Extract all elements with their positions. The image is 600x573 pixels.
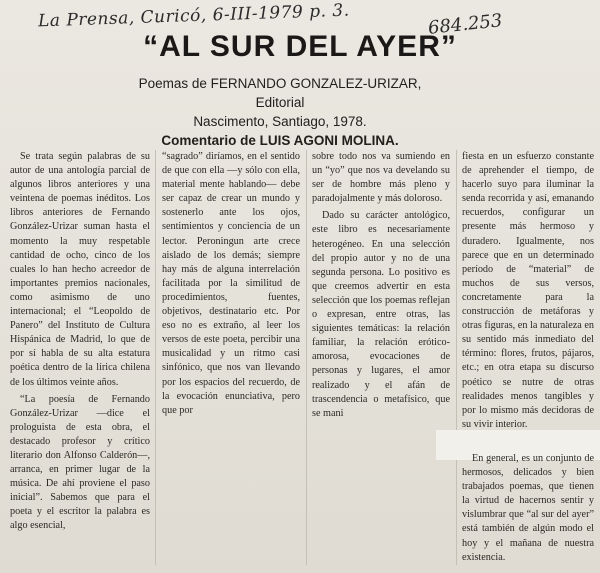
paragraph: fiesta en un esfuerzo constante de aprehender el tiempo, de hacerlo suyo para iluminar la senda recorrida y así, emanando recuerdos, configurar un presente más hermoso y duradero. Igualmente, nos parece que en un determinado período de “material” de muchos de sus versos, concretamente para la construcción de metáforas y otras figuras, en la naturaleza en su sentido más inmediato del término: flores, frutos, pájaros, etc.; en otra etapa su discurso poético se nutre de otras realidades menos tangibles y por lo mismo más decidoras de su vivir interior. [462,151,594,430]
article-column-3 [312,150,450,420]
column-rule [456,150,457,565]
column-rule [155,150,156,565]
deck-line-1: Poemas de FERNANDO GONZALEZ-URIZAR, Editorial [138,76,422,110]
paragraph: sobre todo nos va sumiendo en un “yo” que nos va develando su ser de hombre más pleno y paradojalmente y más doloroso. [312,151,450,205]
article-headline: “AL SUR DEL AYER” [143,30,457,63]
paragraph: “La poesía de Fernando González-Urizar —dice el prologuista de esta obra, el destacado profesor y crítico literario don Alfonso Calderón—, arranca, en primer lugar de la música. De ahí proviene el paso inicial”. Sabemos que para el poeta y el escritor la palabra es algo esencial, [10,393,150,532]
article-column-5 [462,452,594,573]
deck-byline: Comentario de LUIS AGONI MOLINA. [161,133,399,148]
paragraph: Se trata según palabras de su autor de una antología parcial de algunos libros anteriores y una veintena de poemas inéditos. Los libros anteriores de Fernando González-Urizar suman hasta el momento la muy respetable cantidad de ocho, cinco de los cuales lo han hecho acreedor de importantes premios nacionales, como asimismo de uno internacional; el “Leopoldo de Panero” del Instituto de Cultura Hispánica de Madrid, lo que de por sí habla de su alta estatura poética dentro de la lírica chilena de los últimos veinte años. [10,151,150,388]
article-column-2 [162,150,300,573]
article-deck [130,74,430,150]
paragraph: “sagrado” diríamos, en el sentido de que con ella —y sólo con ella, material mente hablando— debe ser capaz de crear un mundo y sostenerlo ante los ojos, sentimientos y conciencia de un lector. Peroningun arte crece aislado de los demás; siempre hay más de alguna interrelación facilitada por la similitud de procedimientos, fuentes, objetivos, destinatario etc. Por eso no es extraño, al leer los versos de este poeta, percibir una musicalidad y un ritmo casi sinfónico, que nos van llevando por los espacios del recuerdo, de la evocación enunciativa, pero que por [162,151,300,416]
handwritten-source-note: La Prensa, Curicó, 6-III-1979 p. 3. [37,0,350,32]
article-column-1 [10,150,150,573]
column-rule [306,150,307,565]
paragraph: En general, es un conjunto de hermosos, delicados y bien trabajados poemas, que tienen la virtud de hacernos sentir y vislumbrar que “al sur del ayer” está también de algún modo el hoy y el mañana de nuestra existencia. [462,453,594,563]
article-column-4 [462,150,594,450]
paragraph: Dado su carácter antológico, este libro es necesariamente heterogéneo. En una selección del propio autor y no de una segunda persona. Lo positivo es que creemos advertir en esta selección que los poemas reflejan o expresan, entre otras, las siguientes temáticas: la relación familiar, la relación erótico-amorosa, evocaciones de personas y lugares, el amor realizado y el afán de trascendencia o metafísico, que se mani [312,210,450,419]
deck-line-2: Nascimento, Santiago, 1978. [193,114,367,129]
handwritten-catalog-number: 684.253 [427,10,504,39]
